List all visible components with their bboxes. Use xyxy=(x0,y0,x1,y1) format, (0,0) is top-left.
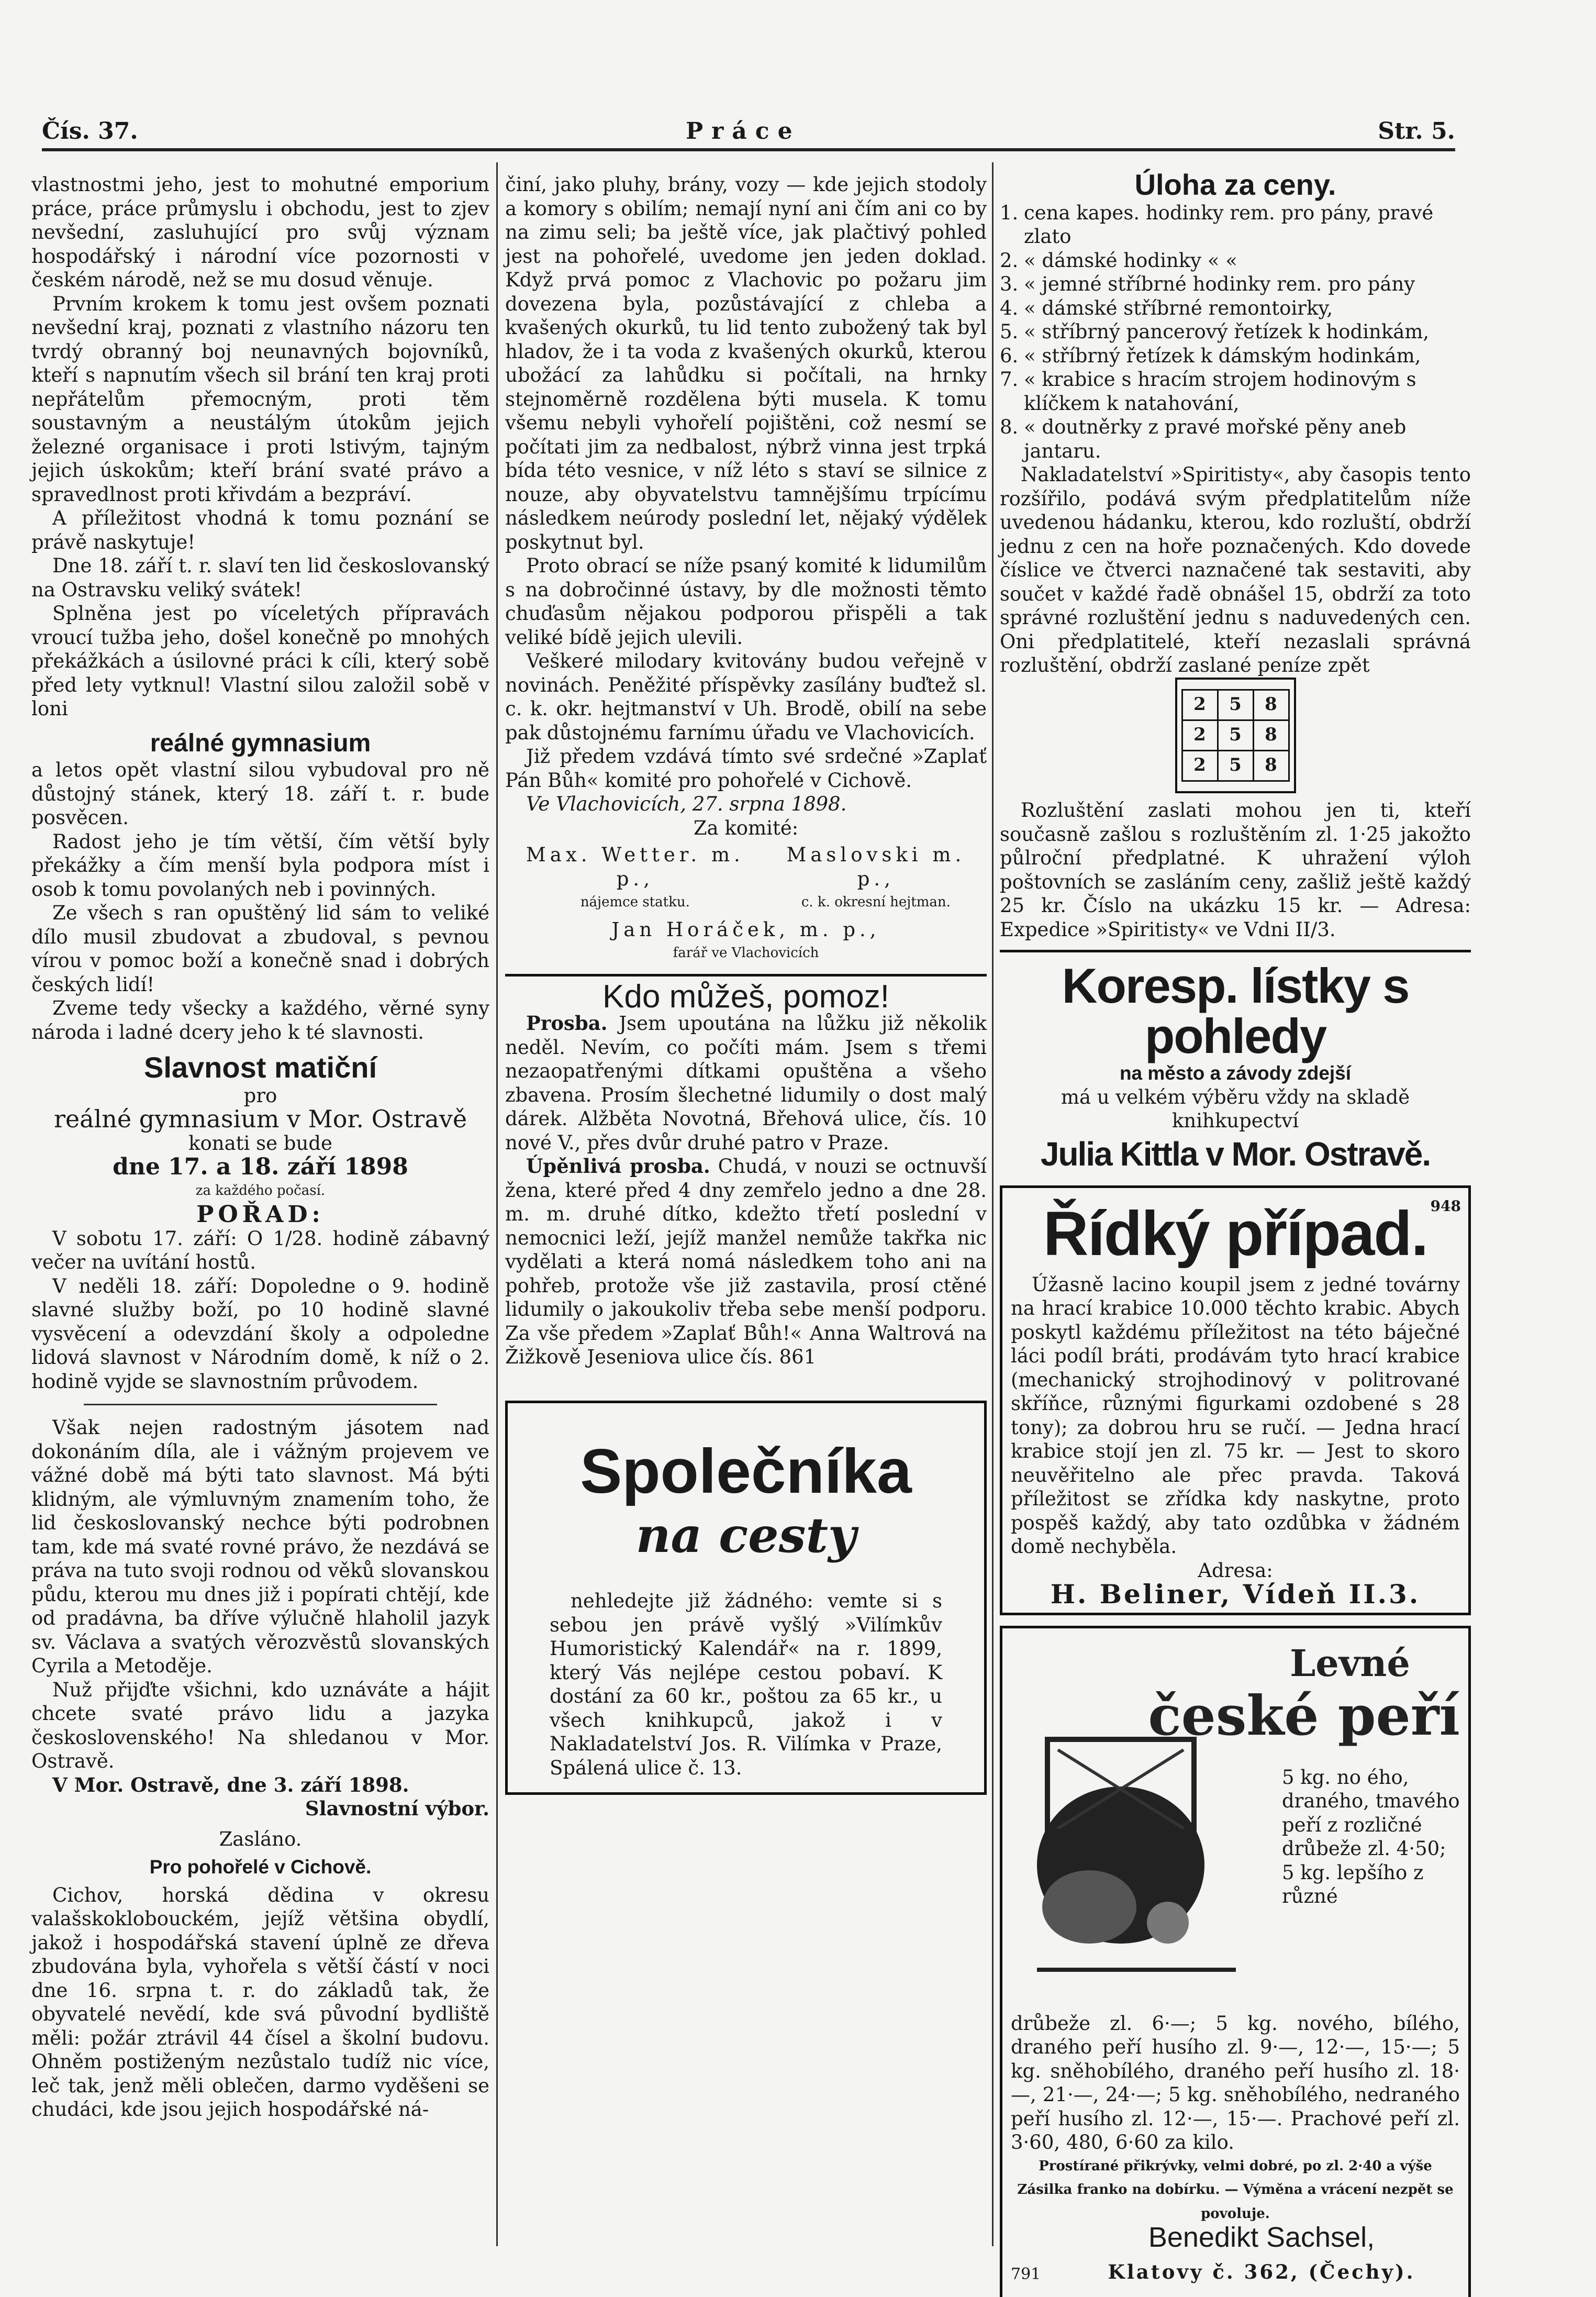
ad-headline: Společníka xyxy=(580,1436,912,1506)
prize-item xyxy=(1000,344,1471,368)
signatures xyxy=(505,843,987,915)
prize-number: 3. xyxy=(1000,273,1019,295)
divider xyxy=(84,1404,437,1405)
paragraph: V sobotu 17. září: O 1/28. hodině zábavný večer na uvítání hostů. xyxy=(31,1227,489,1273)
ad-number: 948 xyxy=(1430,1197,1461,1215)
paragraph: Nakladatelství »Spiritisty«, aby časopis tento rozšířilo, podává svým předplatitelům níže uvedenou hádanku, kterou, kdo rozluští, obdrží jednu z cen na hoře poznačených. Kdo dovede číslice ve čtverci naznačené tak sestaviti, aby součet v každé řadě obnášel 15, obdrží za toto správné rozluštění jednu s naduvedených cen. Oni předplatitelé, kteří nezaslali správná rozluštění, obdrží zaslané peníze zpět xyxy=(1000,463,1471,676)
feather-ad-top xyxy=(1011,1635,1460,2012)
paragraph: Radost jeho je tím větší, čím větší byly překážky a čím menší byla podpora míst i osob k tomu povolaných neb i povinných. xyxy=(31,830,489,901)
paragraph: Cichov, horská dědina v okresu valašskoklobouckém, jejíž většina obydlí, jakož i hospodářská stavení úplně ze dřeva zbudována byla, vyhořela s větší částí v noci dne 16. srpna t. r. do základů tak, že obyvatelé nevědí, kde svá původní bydliště měli: požár ztrávil 44 čísel a školní budovu. Ohněm postiženým nezůstalo tudíž nic více, leč tak, jenž měli oblečen, darmo vyděšeni se chudáci, kde jsou jejich hospodářské ná- xyxy=(31,1883,489,2121)
ad-number: 791 xyxy=(1011,2265,1041,2283)
prize-text: « dámské stříbrné remontoirky, xyxy=(1024,296,1333,319)
prize-number: 4. xyxy=(1000,296,1019,319)
ad-text: nehledejte již žádného: vemte si s sebou jen právě vyšlý »Vilímkův Humoristický Kalendář« na r. 1899, který Vás nejlépe cestou pobaví. K dostání za 60 kr., poštou za 65 kr., u všech knihkupců, jakož i v Nakladatelství Jos. R. Vilímka v Praze, Spálená ulice č. 13. xyxy=(550,1590,942,1779)
divider xyxy=(1000,950,1471,952)
paragraph: Již předem vzdává tímto své srdečné »Zaplať Pán Bůh« komité pro pohořelé v Cichově. xyxy=(505,745,987,792)
event-program-heading: POŘAD: xyxy=(196,1201,325,1228)
prize-item xyxy=(1000,320,1471,344)
prize-number: 8. xyxy=(1000,416,1019,438)
prize-number: 1. xyxy=(1000,201,1019,224)
bookshop-name: Julia Kittla v Mor. Ostravě. xyxy=(1040,1135,1431,1173)
place-date: V Mor. Ostravě, dne 3. září 1898. xyxy=(52,1773,409,1796)
prize-number: 5. xyxy=(1000,320,1019,343)
prize-text: « krabice s hracím strojem hodinovým s klíčkem k natahování, xyxy=(1024,368,1416,415)
prize-item xyxy=(1000,201,1471,249)
paragraph: Rozluštění zaslati mohou jen ti, kteří současně zašlou s rozluštěním zl. 1·25 jakožto půlroční předplatné. K uhražení výloh poštovních se zasláním ceny, zašliž ještě každý 25 kr. Číslo na ukázku 15 kr. — Adresa: Expedice »Spiritisty« ve Vdni II/3. xyxy=(1000,799,1471,941)
merchant-name: Benedikt Sachsel, xyxy=(1148,2222,1375,2253)
prize-text: « dámské hodinky « « xyxy=(1024,249,1237,272)
address: H. Beliner, Vídeň II.3. xyxy=(1050,1579,1421,1610)
prize-list xyxy=(1000,201,1471,463)
postcard-ad-heading: Koresp. lístky s pohledy xyxy=(1062,958,1409,1063)
prize-text: cena kapes. hodinky rem. pro pány, pravé zlato xyxy=(1024,201,1434,248)
paragraph: A příležitost vhodná k tomu poznání se právě naskytuje! xyxy=(31,507,489,553)
appeal-heading: Kdo můžeš, pomoz! xyxy=(602,978,889,1015)
column-divider xyxy=(992,162,994,2246)
paragraph: Proto obrací se níže psaný komité k lidumilům s na dobročinné ústavy, by dle možnosti těmto chuďasům nějakou podporou přispěli a tak veliké bídě jejich ulevili. xyxy=(505,554,987,649)
postcard-ad-line: knihkupectví xyxy=(1171,1109,1299,1132)
calendar-ad xyxy=(505,1401,987,1795)
prize-text: « jemné stříbrné hodinky rem. pro pány xyxy=(1024,273,1415,295)
feather-ad xyxy=(1000,1626,1471,2297)
ad-kicker: Levné xyxy=(1290,1641,1410,1685)
appeal-text: Jsem upoutána na lůžku již několik neděl. Nevím, co počíti mám. Jsem s třemi nezaopatřenými dítkami opuštěna a všeho zbavena. Prosím šlechetné lidumily o dost malý dárek. Alžběta Novotná, Břehová ulice, čís. 10 nové V., přes dvůr druhé patro v Praze. xyxy=(505,1012,987,1154)
ad-text: Úžasně lacino koupil jsem z jedné továrny na hrací krabice 10.000 těchto krabic. Abych poskytl každému příležitost na této báječné láci podíl bráti, prodávám tyto hrací krabice (mechanický strojhodinový v politrované skříňce, různými figurkami ozdobené s 28 tony); za dobrou hru se ručí. — Jedna hrací krabice stojí jen zl. 75 kr. — Jest to skoro neuvěřitelno ale přec pravda. Taková příležitost se zřídka kdy naskytne, proto pospěš každý, aby tato ozdůbka v žádném domě nechyběla. xyxy=(1011,1273,1460,1558)
prize-number: 7. xyxy=(1000,368,1019,391)
goose-feather-illustration xyxy=(1016,1708,1257,1980)
merchant-address: Klatovy č. 362, (Čechy). xyxy=(1108,2260,1415,2283)
section-heading: Pro pohořelé v Cichově. xyxy=(149,1856,372,1878)
signature: Maslovski m. p., xyxy=(786,844,966,890)
header-rule xyxy=(42,148,1455,151)
paragraph: Veškeré milodary kvitovány budou veřejně v novinách. Peněžité příspěvky zasílány buďtež sl. c. k. okr. hejtmanství v Uh. Brodě, obilí na sebe pak důstojnému farnímu úřadu ve Vlachovicích. xyxy=(505,650,987,744)
grid-cell: 5 xyxy=(1218,720,1253,750)
page-header xyxy=(42,118,1455,149)
music-box-ad xyxy=(1000,1185,1471,1615)
paragraph: Zveme tedy všecky a každého, věrné syny národa i ladné dcery jeho k té slavnosti. xyxy=(31,997,489,1044)
ad-text: Prostírané přikrývky, velmi dobré, po zl. 2·40 a výše xyxy=(1039,2158,1432,2174)
signature-role: c. k. okresní hejtman. xyxy=(801,894,951,910)
ad-text: 5 kg. no ého, draného, tmavého peří z rozličné drůbeže zl. 4·50; 5 kg. lepšího z různé xyxy=(1282,1766,1460,1907)
event-title: Slavnost matiční xyxy=(143,1051,377,1084)
grid-cell: 2 xyxy=(1182,720,1218,750)
grid-cell: 5 xyxy=(1218,750,1253,781)
grid-cell: 8 xyxy=(1253,750,1289,781)
appeal-label: Úpěnlivá prosba. xyxy=(526,1155,710,1178)
paragraph: Splněna jest po víceletých přípravách vroucí tužba jeho, došel konečně po mnohých překážkách a úsilovné práci k cíli, který sobě před lety vytknul! Vlastní silou založil sobě v loni xyxy=(31,602,489,720)
puzzle-grid xyxy=(1175,678,1296,793)
event-konati: konati se bude xyxy=(188,1131,332,1155)
section-heading: reálné gymnasium xyxy=(150,729,371,757)
grid-cell: 2 xyxy=(1182,750,1218,781)
ad-text: Zásilka franko na dobírku. — Výměna a vrácení nezpět se povoluje. xyxy=(1017,2182,1454,2222)
ad-signature-block xyxy=(1011,2222,1460,2294)
paragraph: V neděli 18. září: Dopoledne o 9. hodině slavné služby boží, po 10 hodině slavné vysvěcení a odevzdání školy a odpoledne lidová slavnost v Národním domě, k níž o 2. hodině vyjde se slavnostním průvodem. xyxy=(31,1274,489,1393)
prize-text: « stříbrný řetízek k dámským hodinkám, xyxy=(1024,344,1421,367)
paragraph: činí, jako pluhy, brány, vozy — kde jejich stodoly a komory s obilím; nemají nyní ani čím ani co by na zimu seli; ba ještě více, jak plačtivý pohled jest na pohořelé, uvedome jen jeden doklad. Když prvá pomoc z Vlachovic po požaru jim dovezena byla, pozůstávající z chleba a kvašených okurků, tu lid tento zubožený tak byl hladov, že i ta voda z kvašených okurků, kterou ubožácí za lahůdku si počítali, na hrnky stejnoměrně rozdělena býti musela. K tomu všemu nebyli vyhořelí pojištěni, což nesmí se počítati jim za nedbalost, nýbrž vinna jest trpká bída této vesnice, v níž léto s staví se silnice z nouze, aby obyvatelstvu tamnějšímu trpícímu následkem neúrody poslední let, nějaký výdělek poskytnut byl. xyxy=(505,173,987,553)
appeal-text: Chudá, v nouzi se octnuvší žena, které před 4 dny zemřelo jedno a dne 28. m. m. druhé dítko, kdežto třetí poslední v nemocnici leží, jejíž manžel nemůže takřka nic vydělati a která nomá následkem toho ani na pohřeb, protože vše již zastavila, prosí ctěné lidumily o jakoukoliv třeba sebe menší podporu. Za vše předem »Zaplať Bůh!« Anna Waltrová na Žižkově Jeseniova ulice čís. 861 xyxy=(505,1155,987,1368)
column-1 xyxy=(31,173,489,2122)
prize-number: 2. xyxy=(1000,249,1019,272)
grid-cell: 5 xyxy=(1218,690,1253,720)
event-pro: pro xyxy=(243,1084,277,1107)
signature: Jan Horáček, m. p., xyxy=(611,918,880,941)
prize-item xyxy=(1000,272,1471,296)
postcard-ad-line: má u velkém výběru vždy na skladě xyxy=(1061,1085,1410,1108)
divider xyxy=(505,974,987,976)
signature: Max. Wetter. m. p., xyxy=(526,844,744,890)
column-3 xyxy=(1000,168,1471,2297)
signature: Slavnostní výbor. xyxy=(305,1797,489,1820)
appeal-label: Prosba. xyxy=(526,1012,608,1035)
paragraph: Prvním krokem k tomu jest ovšem poznati nevšední kraj, poznati z vlastního názoru ten tvrdý obranný boj neunavných bojovníků, kteří s napnutím všech sil brání ten kraj proti nepřátelům přemocným, proti těm soustavným a neustálým útokům jejich železné organisace i proti lstivým, tajným jejich úskokům; kteří brání svaté právo a spravedlnost proti křivdám a bezpráví. xyxy=(31,292,489,506)
grid-cell: 8 xyxy=(1253,690,1289,720)
page-number: Str. 5. xyxy=(1378,118,1455,145)
grid-cell: 8 xyxy=(1253,720,1289,750)
paragraph: vlastnostmi jeho, jest to mohutné emporium práce, práce průmyslu i obchodu, jest to zjev nevšední, zasluhující pro svůj význam hospodářský i národní více pozornosti v českém národě, než se mu dosud věnuje. xyxy=(31,173,489,291)
prize-number: 6. xyxy=(1000,344,1019,367)
prize-item xyxy=(1000,415,1471,463)
event-school: reálné gymnasium v Mor. Ostravě xyxy=(53,1105,467,1133)
prize-text: « stříbrný pancerový řetízek k hodinkám, xyxy=(1024,320,1430,343)
postcard-ad-line: na město a závody zdejší xyxy=(1119,1062,1352,1084)
zaslano-label: Zasláno. xyxy=(219,1827,302,1850)
prize-item xyxy=(1000,296,1471,320)
signature-role: farář ve Vlachovicích xyxy=(673,945,819,961)
contest-heading: Úloha za ceny. xyxy=(1134,168,1336,201)
prize-item xyxy=(1000,368,1471,415)
newspaper-title: Práce xyxy=(686,118,801,145)
paragraph: Ze všech s ran opuštěný lid sám to veliké dílo musil zbudovat a zbudoval, s pevnou vírou v pomoc boží a konečně snad i dobrých českých lidí! xyxy=(31,902,489,996)
ad-headline: Řídký případ. xyxy=(1043,1198,1428,1269)
prize-text: « doutněrky z pravé mořské pěny aneb jantaru. xyxy=(1024,416,1407,462)
address-label: Adresa: xyxy=(1198,1559,1273,1582)
ad-text: drůbeže zl. 6·—; 5 kg. nového, bílého, draného peří husího zl. 9·—, 12·—, 15·—; 5 kg. sněhobílého, draného peří husího zl. 18·—, 21·—, 24·—; 5 kg. sněhobílého, nedraného peří husího zl. 12·—, 15·—. Prachové peří zl. 3·60, 480, 6·60 za kilo. xyxy=(1011,2012,1460,2154)
ad-headline: české peří xyxy=(1148,1683,1460,1748)
event-dates: dne 17. a 18. září 1898 xyxy=(113,1153,408,1180)
column-divider xyxy=(496,162,498,2246)
prize-item xyxy=(1000,249,1471,273)
event-weather: za každého počasí. xyxy=(195,1182,326,1199)
paragraph: Nuž přijďte všichni, kdo uznáváte a hájit chcete svaté právo lidu a jazyka československého! Na shledanou v Mor. Ostravě. xyxy=(31,1678,489,1772)
committee-label: Za komité: xyxy=(693,816,799,839)
place-date: Ve Vlachovicích, 27. srpna 1898. xyxy=(526,793,847,815)
ad-subheadline: na cesty xyxy=(635,1506,856,1563)
grid-cell: 2 xyxy=(1182,690,1218,720)
issue-number: Čís. 37. xyxy=(42,118,138,145)
paragraph: a letos opět vlastní silou vybudoval pro ně důstojný stánek, který 18. září t. r. bude posvěcen. xyxy=(31,759,489,829)
paragraph: Však nejen radostným jásotem nad dokonáním díla, ale i vážným projevem ve vážné době má býti tato slavnost. Má býti klidným, ale výmluvným znamením toho, že lid českoslovanský nechce býti podrobnen tam, kde má svaté rovné právo, že nezdává se práva na tuto svoji rodnou od věků slovanskou půdu, kterou mu dnes již i popírati chtějí, kde od pradávna, ba dříve výlučně hlaholil jazyk sv. Václava a svatých věrozvěstů slovanských Cyrila a Metoděje. xyxy=(31,1416,489,1677)
signature-role: nájemce statku. xyxy=(580,894,690,910)
column-2 xyxy=(505,173,987,1805)
paragraph: Dne 18. září t. r. slaví ten lid českoslovanský na Ostravsku veliký svátek! xyxy=(31,554,489,601)
